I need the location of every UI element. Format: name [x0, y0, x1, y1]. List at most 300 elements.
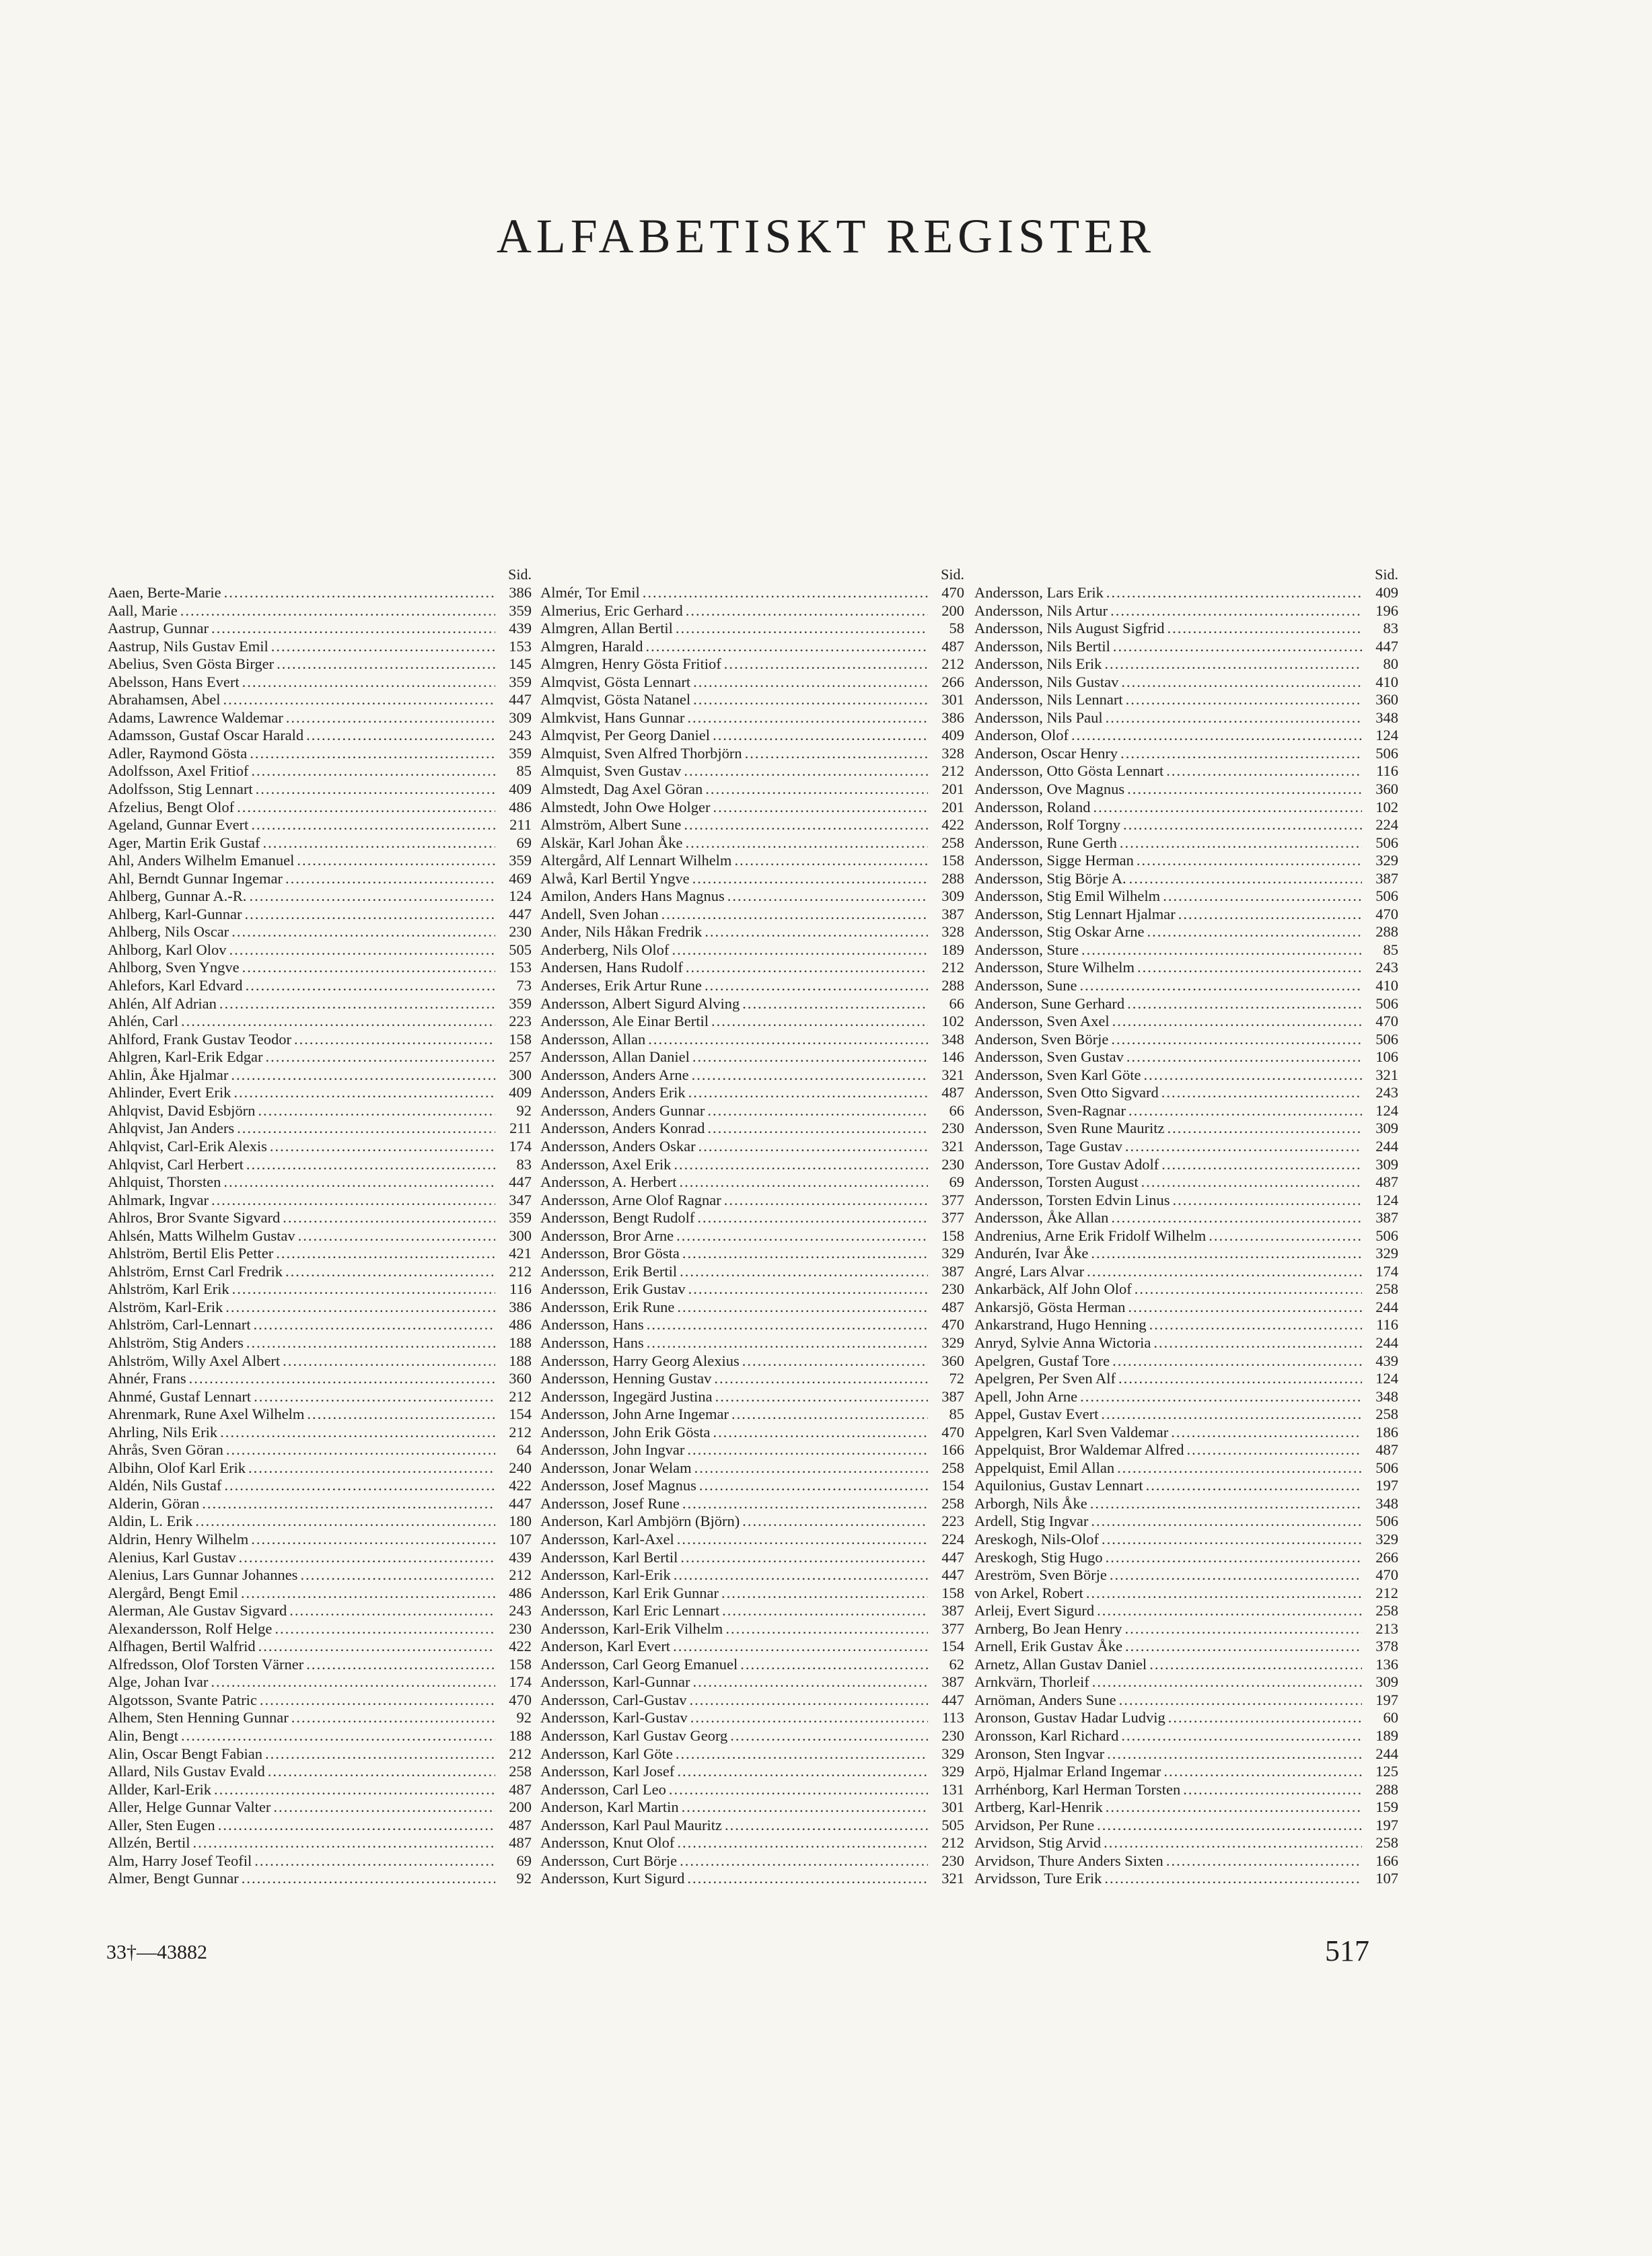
entry-name: Andersson, Bror Gösta: [540, 1245, 680, 1262]
entry-page: 154: [941, 1638, 964, 1655]
register-entry: [974, 923, 1398, 941]
entry-page: 224: [941, 1530, 964, 1548]
entry-page: 422: [509, 1477, 532, 1494]
entry-page: 309: [1375, 1120, 1398, 1137]
entry-page: 359: [509, 602, 532, 619]
entry-name: Andersson, Sven Gustav: [974, 1048, 1124, 1066]
dot-leader: [300, 1566, 495, 1585]
register-entry: [540, 762, 964, 780]
register-entry: [540, 1834, 964, 1852]
register-entry: [974, 1370, 1398, 1388]
dot-leader: [254, 1852, 495, 1870]
entry-name: Andersson, Allan Daniel: [540, 1048, 690, 1066]
entry-page: 470: [941, 1423, 964, 1441]
dot-leader: [669, 1781, 928, 1799]
dot-leader: [249, 887, 495, 906]
register-entry: [974, 1066, 1398, 1085]
dot-leader: [223, 1173, 495, 1192]
register-entry: [108, 1459, 532, 1478]
register-entry: [540, 1173, 964, 1192]
register-entry: [108, 1602, 532, 1620]
entry-name: Andersson, Anders Erik: [540, 1084, 686, 1101]
entry-name: Albihn, Olof Karl Erik: [108, 1459, 246, 1476]
entry-page: 92: [516, 1709, 532, 1726]
dot-leader: [672, 941, 928, 959]
entry-page: 197: [1375, 1816, 1398, 1833]
register-entry: [540, 780, 964, 799]
dot-leader: [1147, 923, 1362, 941]
register-entry: [108, 1477, 532, 1495]
entry-name: Andersson, A. Herbert: [540, 1173, 677, 1191]
entry-page: 387: [1375, 1209, 1398, 1227]
register-entry: [108, 1745, 532, 1763]
entry-name: Ahlström, Bertil Elis Petter: [108, 1245, 274, 1262]
register-entry: [108, 1531, 532, 1549]
entry-name: Adler, Raymond Gösta: [108, 744, 248, 762]
entry-page: 377: [941, 1209, 964, 1227]
register-entry: [108, 1638, 532, 1656]
dot-leader: [285, 1263, 495, 1281]
register-entry: [974, 1531, 1398, 1549]
register-entry: [108, 1495, 532, 1513]
register-entry: [974, 1245, 1398, 1263]
entry-page: 506: [1375, 1513, 1398, 1530]
dot-leader: [260, 1691, 495, 1710]
dot-leader: [211, 620, 495, 638]
dot-leader: [306, 1656, 495, 1674]
dot-leader: [271, 638, 495, 656]
entry-name: Andersson, Hans: [540, 1316, 644, 1334]
register-entry: [974, 1334, 1398, 1352]
register-entry: [108, 1513, 532, 1531]
dot-leader: [731, 1406, 928, 1424]
dot-leader: [645, 638, 928, 656]
register-entry: [540, 1513, 964, 1531]
dot-leader: [245, 906, 495, 924]
register-entry: [540, 1566, 964, 1585]
dot-leader: [1080, 977, 1363, 995]
register-entry: [974, 1870, 1398, 1888]
entry-name: Alderin, Göran: [108, 1494, 200, 1512]
entry-name: Andersson, Ove Magnus: [974, 780, 1125, 798]
register-entry: [108, 834, 532, 852]
dot-leader: [682, 1245, 928, 1263]
register-entry: [540, 1316, 964, 1334]
dot-leader: [266, 1048, 495, 1066]
register-entry: [540, 1334, 964, 1352]
entry-name: Ahlqvist, David Esbjörn: [108, 1101, 256, 1119]
dot-leader: [680, 1549, 928, 1567]
entry-name: Andersson, Harry Georg Alexius: [540, 1352, 740, 1369]
register-entry: [108, 887, 532, 906]
dot-leader: [647, 1316, 928, 1334]
entry-page: 300: [509, 1227, 532, 1244]
register-entry: [540, 852, 964, 870]
dot-leader: [270, 1138, 495, 1156]
dot-leader: [256, 780, 495, 799]
entry-page: 258: [941, 1459, 964, 1476]
dot-leader: [686, 959, 928, 977]
register-entry: [974, 1763, 1398, 1781]
register-entry: [108, 1370, 532, 1388]
entry-name: Andersson, Stig Emil Wilhelm: [974, 887, 1161, 905]
dot-leader: [1178, 906, 1362, 924]
entry-page: 158: [509, 1030, 532, 1048]
entry-page: 487: [1375, 1173, 1398, 1191]
dot-leader: [742, 1513, 928, 1531]
register-entry: [540, 674, 964, 692]
dot-leader: [713, 799, 928, 817]
register-entry: [974, 1459, 1398, 1478]
dot-leader: [689, 1691, 928, 1710]
dot-leader: [246, 977, 495, 995]
entry-page: 258: [1375, 1834, 1398, 1852]
dot-leader: [722, 1602, 928, 1620]
register-entry: [540, 816, 964, 834]
register-entry: [108, 745, 532, 763]
entry-name: Andersson, Carl Leo: [540, 1780, 666, 1798]
register-entry: [540, 727, 964, 745]
register-entry: [974, 1745, 1398, 1763]
entry-page: 387: [941, 1387, 964, 1405]
dot-leader: [725, 1620, 928, 1638]
dot-leader: [697, 1209, 928, 1227]
dot-leader: [1118, 1370, 1362, 1388]
entry-name: Andersson, Nils Lennart: [974, 691, 1123, 708]
dot-leader: [1097, 1602, 1362, 1620]
dot-leader: [684, 762, 928, 780]
register-entry: [540, 1424, 964, 1442]
dot-leader: [682, 1495, 928, 1513]
entry-name: Anderson, Sven Börje: [974, 1030, 1109, 1048]
entry-page: 439: [509, 1548, 532, 1566]
entry-name: Andrenius, Arne Erik Fridolf Wilhelm: [974, 1227, 1207, 1244]
entry-name: Ahlström, Karl Erik: [108, 1280, 229, 1298]
entry-page: 360: [1375, 780, 1398, 798]
entry-page: 470: [1375, 1566, 1398, 1584]
register-entry: [540, 1781, 964, 1799]
entry-name: Ankarstrand, Hugo Henning: [974, 1316, 1147, 1334]
entry-page: 329: [1375, 1245, 1398, 1262]
entry-page: 329: [941, 1745, 964, 1762]
dot-leader: [1104, 655, 1362, 674]
dot-leader: [1186, 1441, 1362, 1459]
register-entry: [974, 1727, 1398, 1745]
entry-name: Andersson, Axel Erik: [540, 1155, 672, 1173]
entry-page: 102: [1375, 798, 1398, 815]
entry-name: Andersson, Nils Artur: [974, 602, 1108, 619]
register-entry: [108, 1084, 532, 1102]
register-entry: [540, 959, 964, 977]
dot-leader: [1125, 1638, 1362, 1656]
entry-name: Ahlberg, Nils Oscar: [108, 923, 229, 941]
entry-name: Arborgh, Nils Åke: [974, 1494, 1087, 1512]
register-entry: [108, 1424, 532, 1442]
register-entry: [540, 1745, 964, 1763]
entry-page: 188: [509, 1352, 532, 1369]
entry-name: Almgren, Harald: [540, 637, 643, 655]
dot-leader: [273, 1798, 495, 1817]
register-entry: [540, 1441, 964, 1459]
register-entry: [108, 1673, 532, 1691]
entry-name: Arnell, Erik Gustav Åke: [974, 1638, 1122, 1655]
dot-leader: [1123, 816, 1362, 834]
register-entry: [540, 1299, 964, 1317]
dot-leader: [251, 762, 495, 780]
register-entry: [540, 977, 964, 995]
entry-name: Andersson, Karl-Gustav: [540, 1709, 688, 1726]
entry-name: Afzelius, Bengt Olof: [108, 798, 235, 815]
register-entry: [108, 709, 532, 727]
entry-page: 505: [509, 941, 532, 958]
entry-page: 174: [509, 1673, 532, 1691]
entry-name: Ahlberg, Karl-Gunnar: [108, 905, 242, 922]
entry-page: 309: [1375, 1155, 1398, 1173]
entry-page: 301: [941, 691, 964, 708]
register-entry: [540, 1102, 964, 1120]
entry-name: Almstedt, Dag Axel Göran: [540, 780, 703, 798]
register-entry: [974, 638, 1398, 656]
entry-page: 107: [1375, 1870, 1398, 1887]
register-entry: [108, 959, 532, 977]
register-entry: [540, 1495, 964, 1513]
dot-leader: [705, 977, 928, 995]
entry-page: 223: [941, 1513, 964, 1530]
register-entry: [974, 1798, 1398, 1817]
entry-page: 85: [516, 762, 532, 780]
register-entry: [108, 1441, 532, 1459]
entry-name: Aller, Helge Gunnar Valter: [108, 1798, 271, 1816]
entry-name: Artberg, Karl-Henrik: [974, 1798, 1103, 1816]
entry-page: 62: [949, 1655, 964, 1673]
register-entry: [540, 1763, 964, 1781]
dot-leader: [1117, 1459, 1362, 1478]
register-entry: [540, 1388, 964, 1406]
entry-name: Ahrås, Sven Göran: [108, 1441, 223, 1459]
entry-page: 410: [1375, 977, 1398, 994]
dot-leader: [676, 1227, 928, 1245]
entry-name: Andersson, Sune: [974, 977, 1077, 994]
dot-leader: [1092, 1673, 1362, 1691]
entry-page: 116: [1376, 762, 1398, 780]
entry-name: Andersson, Rolf Torgny: [974, 816, 1120, 834]
register-entry: [108, 1299, 532, 1317]
entry-page: 329: [941, 1334, 964, 1351]
dot-leader: [674, 1156, 928, 1174]
dot-leader: [251, 1531, 495, 1549]
register-entry: [974, 1352, 1398, 1371]
register-entry: [108, 727, 532, 745]
entry-page: 348: [1375, 1387, 1398, 1405]
register-entry: [540, 584, 964, 602]
dot-leader: [1112, 1352, 1362, 1371]
dot-leader: [1119, 1691, 1362, 1710]
entry-name: Adams, Lawrence Waldemar: [108, 708, 283, 726]
entry-page: 159: [1375, 1798, 1398, 1816]
dot-leader: [1121, 674, 1362, 692]
page-column-header: Sid.: [941, 566, 964, 583]
entry-page: 154: [941, 1477, 964, 1494]
entry-name: Angré, Lars Alvar: [974, 1262, 1085, 1280]
register-entry: [540, 1066, 964, 1085]
dot-leader: [1163, 1763, 1362, 1781]
entry-name: Andersson, Carl-Gustav: [540, 1691, 687, 1708]
register-entry: [974, 906, 1398, 924]
register-entry: [540, 691, 964, 709]
entry-name: Andersson, Rune Gerth: [974, 834, 1117, 851]
entry-page: 106: [1375, 1048, 1398, 1066]
entry-name: Andersson, Karl Paul Mauritz: [540, 1816, 722, 1833]
entry-page: 188: [509, 1727, 532, 1744]
entry-page: 189: [941, 941, 964, 958]
register-entry: [974, 1817, 1398, 1835]
entry-page: 469: [509, 869, 532, 887]
entry-page: 422: [941, 816, 964, 834]
entry-page: 447: [509, 905, 532, 922]
entry-page: 258: [941, 834, 964, 851]
dot-leader: [725, 1817, 928, 1835]
entry-page: 470: [509, 1691, 532, 1708]
entry-page: 329: [941, 1245, 964, 1262]
entry-page: 347: [509, 1191, 532, 1208]
dot-leader: [680, 1263, 928, 1281]
register-entry: [108, 1316, 532, 1334]
entry-name: Almqvist, Per Georg Daniel: [540, 727, 711, 744]
register-entry: [108, 1566, 532, 1585]
dot-leader: [1111, 1031, 1362, 1049]
entry-name: Ahl, Berndt Gunnar Ingemar: [108, 869, 283, 887]
entry-page: 145: [509, 655, 532, 673]
register-column-3: [974, 565, 1398, 1888]
dot-leader: [713, 1424, 928, 1442]
register-entry: [540, 1727, 964, 1745]
entry-page: 439: [509, 620, 532, 637]
register-entry: [108, 655, 532, 674]
register-entry: [974, 799, 1398, 817]
entry-page: 387: [941, 1673, 964, 1691]
entry-page: 69: [516, 1852, 532, 1869]
dot-leader: [242, 1870, 495, 1888]
dot-leader: [1163, 887, 1362, 906]
entry-name: Alskär, Karl Johan Åke: [540, 834, 683, 851]
entry-name: Andersson, Albert Sigurd Alving: [540, 994, 740, 1012]
dot-leader: [276, 1245, 495, 1263]
entry-page: 387: [941, 905, 964, 922]
entry-name: Abrahamsen, Abel: [108, 691, 221, 708]
dot-leader: [1141, 1173, 1362, 1192]
entry-page: 212: [941, 1834, 964, 1852]
entry-name: Almkvist, Hans Gunnar: [540, 708, 685, 726]
entry-page: 212: [1375, 1584, 1398, 1601]
entry-page: 196: [1375, 602, 1398, 619]
entry-name: Arvidson, Stig Arvid: [974, 1834, 1102, 1852]
dot-leader: [1149, 1656, 1362, 1674]
entry-name: Andell, Sven Johan: [540, 905, 659, 922]
entry-name: Aldrin, Henry Wilhelm: [108, 1530, 249, 1548]
entry-name: Aall, Marie: [108, 602, 178, 619]
entry-name: Ageland, Gunnar Evert: [108, 816, 249, 834]
dot-leader: [1137, 852, 1362, 870]
entry-name: Andersson, Karl-Erik Vilhelm: [540, 1620, 723, 1637]
dot-leader: [730, 1727, 928, 1745]
entry-page: 506: [1375, 834, 1398, 851]
entry-name: Algotsson, Svante Patric: [108, 1691, 257, 1708]
dot-leader: [724, 1192, 928, 1210]
entry-page: 60: [1383, 1709, 1398, 1726]
dot-leader: [254, 1388, 495, 1406]
entry-page: 359: [509, 994, 532, 1012]
entry-page: 487: [509, 1834, 532, 1852]
register-entry: [540, 1531, 964, 1549]
entry-name: Andersson, Sture Wilhelm: [974, 959, 1135, 976]
entry-name: Anderson, Karl Evert: [540, 1638, 671, 1655]
dot-leader: [219, 995, 495, 1013]
entry-name: Ahlford, Frank Gustav Teodor: [108, 1030, 291, 1048]
register-entry: [974, 1852, 1398, 1870]
entry-page: 211: [509, 1120, 532, 1137]
dot-leader: [1135, 1280, 1362, 1299]
dot-leader: [1166, 1852, 1362, 1870]
entry-page: 201: [941, 780, 964, 798]
dot-leader: [687, 1870, 928, 1888]
register-entry: [974, 1263, 1398, 1281]
entry-page: 487: [509, 1780, 532, 1798]
entry-name: Adamsson, Gustaf Oscar Harald: [108, 727, 304, 744]
dot-leader: [1081, 941, 1362, 959]
dot-leader: [643, 584, 928, 602]
register-entry: [974, 1209, 1398, 1227]
entry-page: 486: [509, 1584, 532, 1601]
register-entry: [108, 1280, 532, 1299]
dot-leader: [189, 1370, 495, 1388]
entry-name: Andersson, Bror Arne: [540, 1227, 674, 1244]
dot-leader: [673, 1638, 928, 1656]
entry-page: 321: [941, 1137, 964, 1155]
entry-page: 116: [1376, 1316, 1398, 1334]
dot-leader: [283, 1209, 495, 1227]
entry-name: Alenius, Karl Gustav: [108, 1548, 236, 1566]
entry-name: Andersson, Anders Arne: [540, 1066, 689, 1083]
dot-leader: [258, 1102, 495, 1120]
register-entry: [108, 1763, 532, 1781]
entry-name: Ahlin, Åke Hjalmar: [108, 1066, 229, 1083]
register-entry: [540, 1245, 964, 1263]
entry-name: Appelquist, Bror Waldemar Alfred: [974, 1441, 1184, 1459]
entry-name: Alm, Harry Josef Teofil: [108, 1852, 252, 1869]
entry-page: 470: [941, 584, 964, 601]
entry-name: Apell, John Arne: [974, 1387, 1078, 1405]
entry-page: 230: [941, 1727, 964, 1744]
register-entry: [974, 941, 1398, 959]
register-entry: [108, 906, 532, 924]
entry-name: Alenius, Lars Gunnar Johannes: [108, 1566, 298, 1584]
dot-leader: [258, 1638, 495, 1656]
register-entry: [540, 1870, 964, 1888]
entry-page: 85: [949, 1406, 964, 1423]
entry-page: 348: [941, 1030, 964, 1048]
entry-name: Andersson, Lars Erik: [974, 584, 1104, 601]
dot-leader: [679, 1173, 928, 1192]
dot-leader: [1127, 780, 1362, 799]
dot-leader: [263, 834, 495, 852]
register-entry: [974, 1585, 1398, 1603]
dot-leader: [693, 691, 928, 709]
dot-leader: [694, 1459, 928, 1478]
entry-page: 230: [941, 1280, 964, 1298]
register-entry: [108, 1549, 532, 1567]
dot-leader: [1126, 1048, 1362, 1066]
dot-leader: [692, 1066, 928, 1085]
